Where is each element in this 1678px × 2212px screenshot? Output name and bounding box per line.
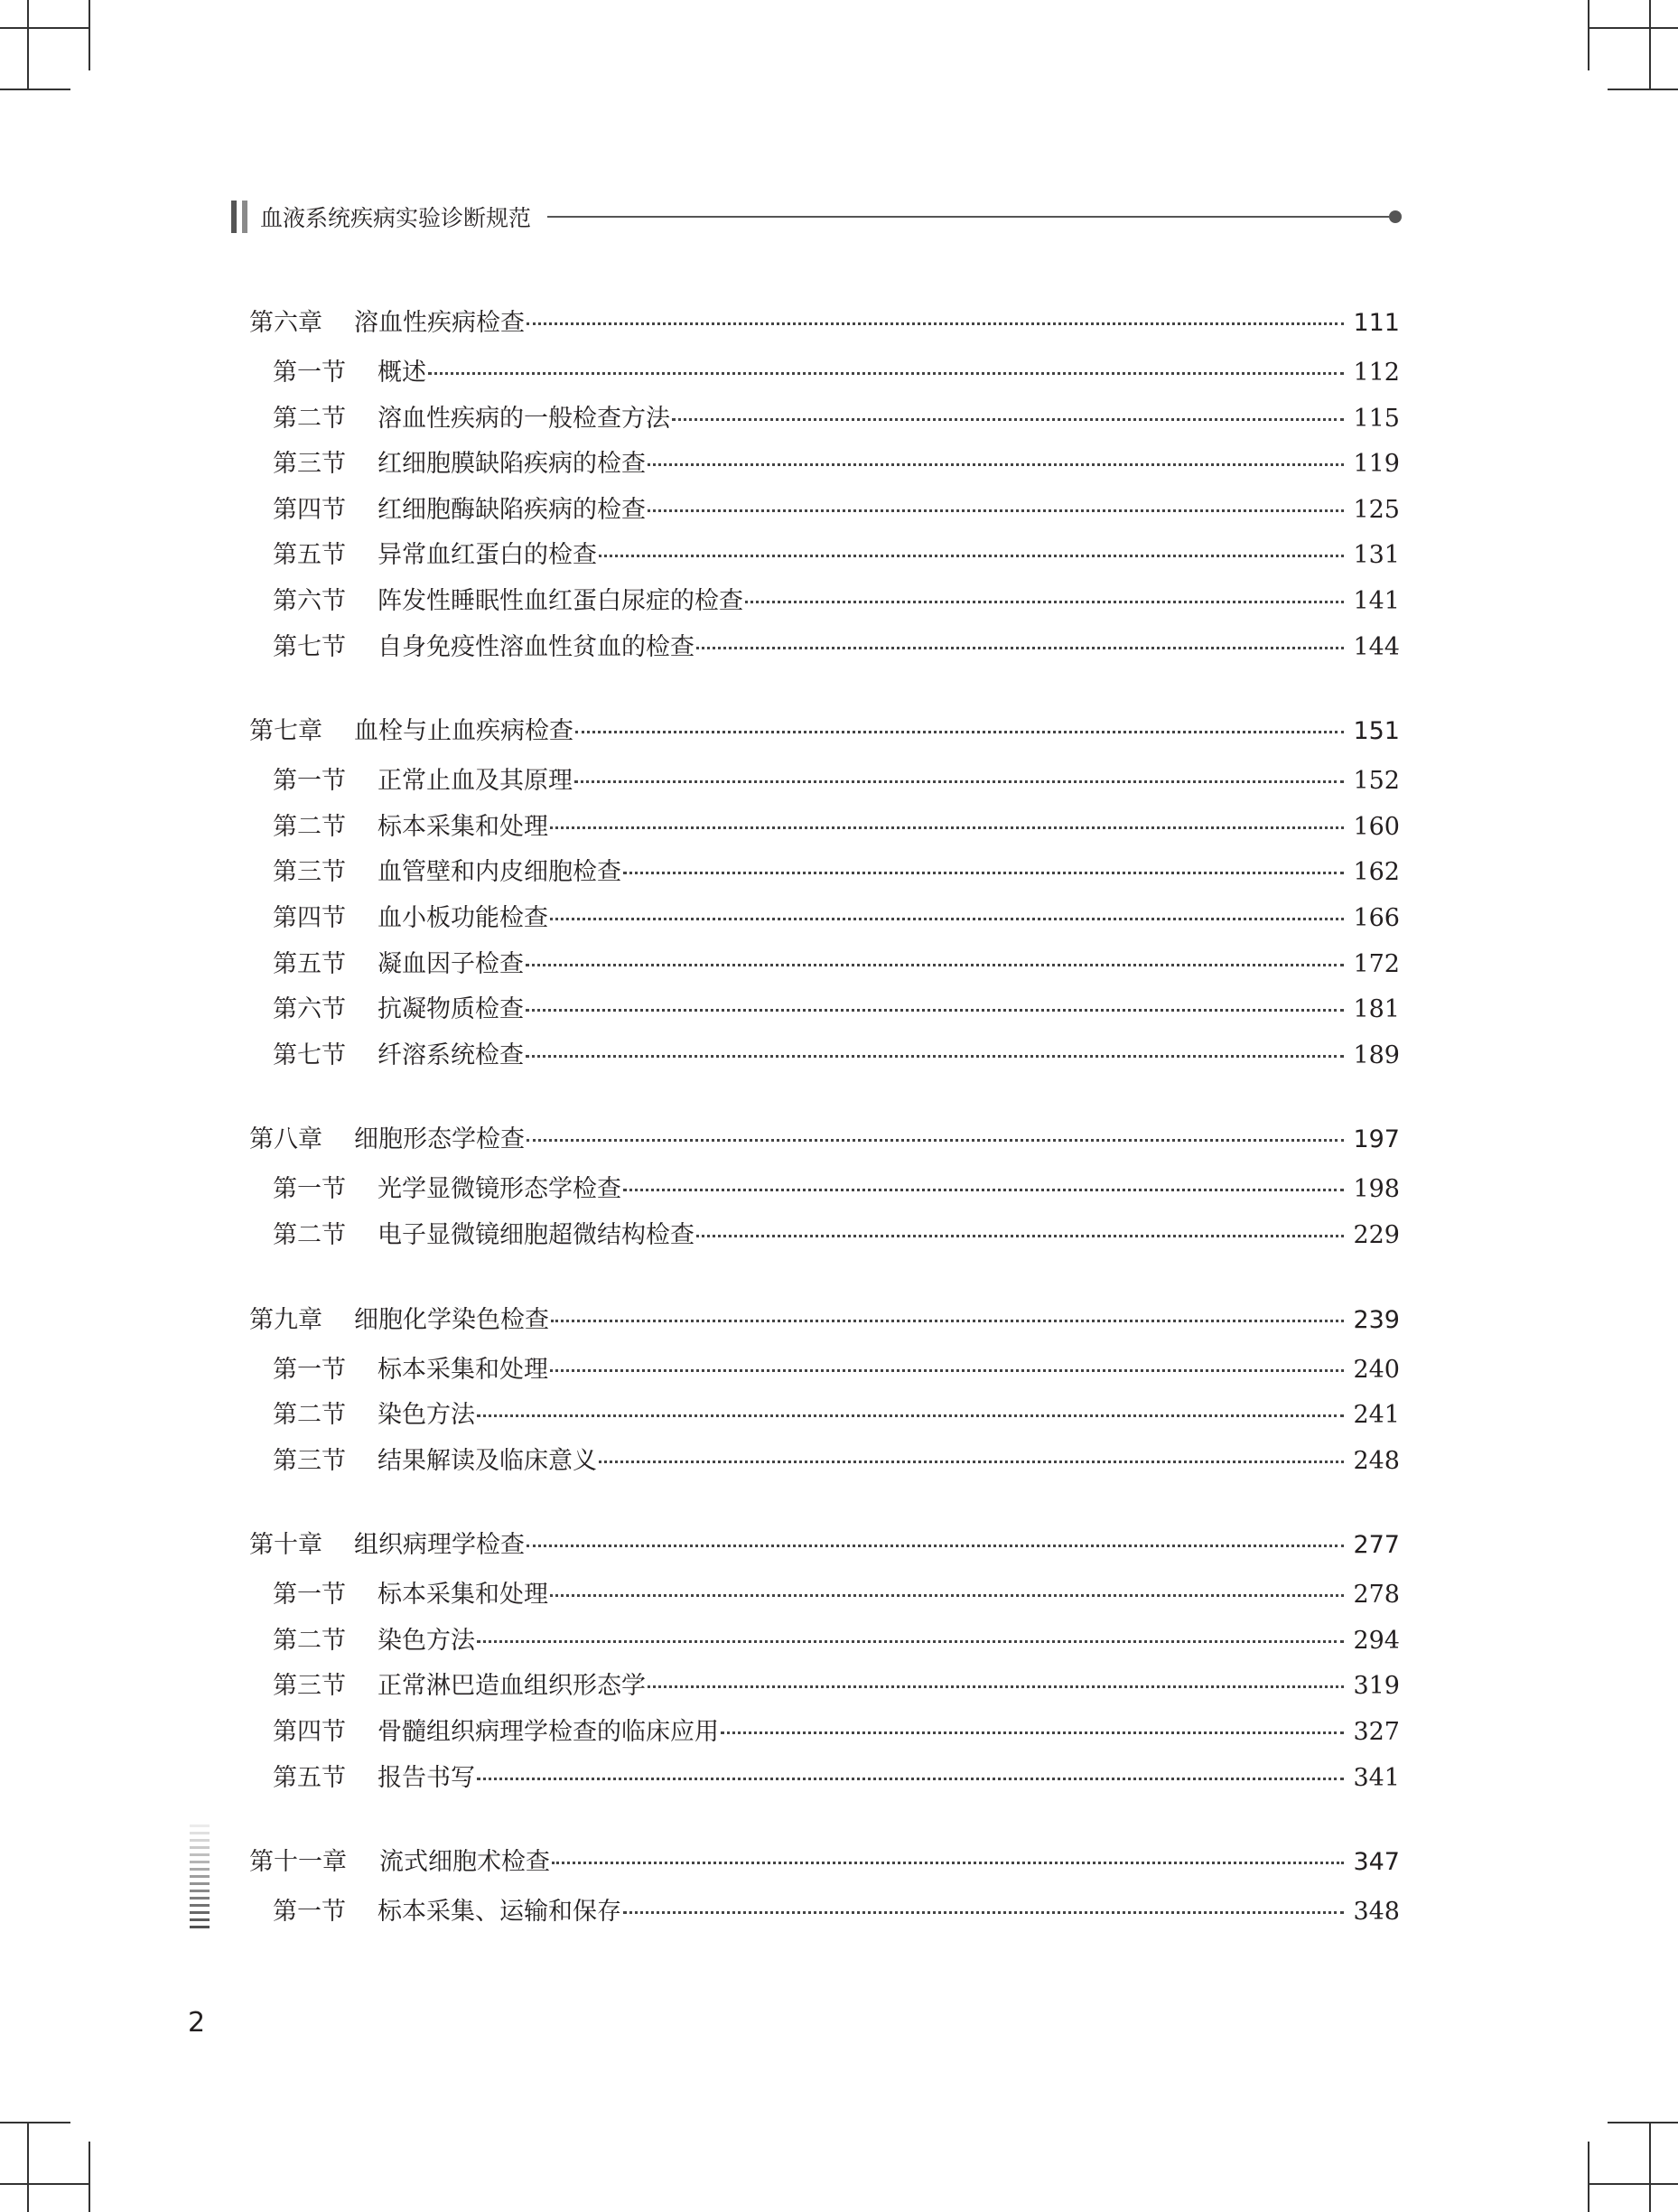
section-page-number: 166 bbox=[1353, 903, 1400, 932]
section-title: 异常血红蛋白的检查 bbox=[378, 541, 597, 570]
chapter-label: 第七章 bbox=[249, 717, 322, 746]
section-label: 第三节 bbox=[273, 858, 346, 887]
toc-section-row[interactable] bbox=[249, 1619, 1400, 1665]
section-page-number: 189 bbox=[1353, 1041, 1400, 1069]
section-page-number: 160 bbox=[1353, 812, 1400, 841]
page-number: 2 bbox=[188, 2007, 206, 2039]
ladder-bar bbox=[190, 1875, 210, 1878]
section-title: 报告书写 bbox=[378, 1763, 475, 1792]
section-label: 第二节 bbox=[273, 1626, 346, 1655]
section-label: 第一节 bbox=[273, 359, 346, 387]
section-page-number: 248 bbox=[1353, 1446, 1400, 1475]
ladder-bar bbox=[190, 1832, 210, 1834]
section-label: 第四节 bbox=[273, 903, 346, 932]
section-title: 染色方法 bbox=[378, 1401, 475, 1430]
dot-leader bbox=[550, 1594, 1344, 1597]
section-page-number: 294 bbox=[1353, 1626, 1400, 1655]
toc-section-row[interactable] bbox=[249, 533, 1400, 579]
section-page-number: 348 bbox=[1353, 1898, 1400, 1927]
section-page-number: 162 bbox=[1353, 858, 1400, 887]
section-page-number: 278 bbox=[1353, 1581, 1400, 1610]
toc-chapter bbox=[249, 298, 1400, 670]
dot-leader bbox=[550, 826, 1344, 829]
section-label: 第二节 bbox=[273, 404, 346, 433]
section-label: 第七节 bbox=[273, 1041, 346, 1069]
chapter-title: 溶血性疾病检查 bbox=[354, 309, 525, 337]
toc-section-row[interactable] bbox=[249, 625, 1400, 671]
toc-section-row[interactable] bbox=[249, 1348, 1400, 1394]
section-page-number: 240 bbox=[1353, 1355, 1400, 1384]
section-title: 抗凝物质检查 bbox=[378, 995, 524, 1024]
dot-leader bbox=[648, 463, 1344, 466]
ladder-bar bbox=[190, 1882, 210, 1885]
table-of-contents bbox=[249, 298, 1400, 1972]
toc-chapter-row[interactable] bbox=[249, 1295, 1400, 1346]
section-label: 第五节 bbox=[273, 541, 346, 570]
toc-section-row[interactable] bbox=[249, 1393, 1400, 1439]
section-page-number: 141 bbox=[1353, 586, 1400, 615]
ladder-bar bbox=[190, 1904, 210, 1907]
section-title: 光学显微镜形态学检查 bbox=[378, 1175, 621, 1204]
toc-section-row[interactable] bbox=[249, 805, 1400, 851]
chapter-title: 细胞化学染色检查 bbox=[354, 1305, 549, 1334]
section-page-number: 112 bbox=[1353, 359, 1400, 387]
section-page-number: 229 bbox=[1353, 1220, 1400, 1249]
dot-leader bbox=[550, 918, 1344, 920]
section-title: 标本采集和处理 bbox=[378, 812, 548, 841]
dot-leader bbox=[527, 1545, 1344, 1547]
toc-section-row[interactable] bbox=[249, 397, 1400, 443]
ladder-bar bbox=[190, 1846, 210, 1849]
section-page-number: 181 bbox=[1353, 995, 1400, 1024]
section-title: 正常止血及其原理 bbox=[378, 767, 573, 796]
dot-leader bbox=[552, 1862, 1344, 1864]
dot-leader bbox=[526, 964, 1344, 966]
dot-leader bbox=[672, 418, 1344, 421]
dot-leader bbox=[477, 1778, 1344, 1780]
section-title: 血小板功能检查 bbox=[378, 903, 548, 932]
section-title: 标本采集和处理 bbox=[378, 1581, 548, 1610]
section-label: 第三节 bbox=[273, 450, 346, 479]
section-page-number: 115 bbox=[1353, 404, 1400, 433]
section-title: 概述 bbox=[378, 359, 426, 387]
section-label: 第二节 bbox=[273, 1401, 346, 1430]
section-label: 第一节 bbox=[273, 1581, 346, 1610]
section-title: 红细胞膜缺陷疾病的检查 bbox=[378, 450, 646, 479]
chapter-title: 流式细胞术检查 bbox=[379, 1848, 550, 1877]
section-label: 第六节 bbox=[273, 586, 346, 615]
toc-section-row[interactable] bbox=[249, 1167, 1400, 1213]
chapter-title: 细胞形态学检查 bbox=[354, 1125, 525, 1154]
section-title: 标本采集和处理 bbox=[378, 1355, 548, 1384]
dot-leader bbox=[745, 601, 1344, 603]
ladder-bar bbox=[190, 1839, 210, 1842]
ladder-bar bbox=[190, 1861, 210, 1863]
dot-leader bbox=[721, 1731, 1344, 1734]
section-title: 骨髓组织病理学检查的临床应用 bbox=[378, 1718, 719, 1747]
section-page-number: 241 bbox=[1353, 1401, 1400, 1430]
section-page-number: 125 bbox=[1353, 495, 1400, 524]
toc-chapter bbox=[249, 1295, 1400, 1485]
toc-chapter bbox=[249, 1520, 1400, 1801]
chapter-page-number: 151 bbox=[1353, 717, 1400, 746]
toc-section-row[interactable] bbox=[249, 850, 1400, 896]
chapter-label: 第十章 bbox=[249, 1531, 322, 1560]
chapter-page-number: 277 bbox=[1353, 1531, 1400, 1560]
chapter-page-number: 111 bbox=[1353, 309, 1400, 337]
section-label: 第一节 bbox=[273, 1175, 346, 1204]
section-page-number: 327 bbox=[1353, 1718, 1400, 1747]
toc-section-row[interactable] bbox=[249, 759, 1400, 805]
header-bars-ornament bbox=[231, 201, 247, 233]
section-label: 第二节 bbox=[273, 1220, 346, 1249]
section-title: 血管壁和内皮细胞检查 bbox=[378, 858, 621, 887]
section-title: 电子显微镜细胞超微结构检查 bbox=[378, 1220, 695, 1249]
section-label: 第六节 bbox=[273, 995, 346, 1024]
section-label: 第七节 bbox=[273, 632, 346, 661]
toc-chapter-row[interactable] bbox=[249, 1837, 1400, 1888]
toc-section-row[interactable] bbox=[249, 350, 1400, 397]
section-title: 自身免疫性溶血性贫血的检查 bbox=[378, 632, 695, 661]
dot-leader bbox=[527, 322, 1344, 325]
section-label: 第五节 bbox=[273, 1763, 346, 1792]
ladder-bar bbox=[190, 1868, 210, 1871]
section-label: 第二节 bbox=[273, 812, 346, 841]
section-label: 第五节 bbox=[273, 949, 346, 978]
toc-section-row[interactable] bbox=[249, 488, 1400, 534]
section-label: 第三节 bbox=[273, 1672, 346, 1701]
section-label: 第一节 bbox=[273, 1898, 346, 1927]
chapter-label: 第八章 bbox=[249, 1125, 322, 1154]
toc-section-row[interactable] bbox=[249, 579, 1400, 625]
section-page-number: 131 bbox=[1353, 541, 1400, 570]
toc-section-row[interactable] bbox=[249, 942, 1400, 988]
section-title: 正常淋巴造血组织形态学 bbox=[378, 1672, 646, 1701]
section-title: 标本采集、运输和保存 bbox=[378, 1898, 621, 1927]
toc-chapter-row[interactable] bbox=[249, 298, 1400, 349]
side-ladder-ornament bbox=[190, 1825, 210, 1933]
toc-section-row[interactable] bbox=[249, 1573, 1400, 1619]
toc-chapter bbox=[249, 706, 1400, 1078]
section-title: 纤溶系统检查 bbox=[378, 1041, 524, 1069]
dot-leader bbox=[526, 1055, 1344, 1058]
section-page-number: 152 bbox=[1353, 767, 1400, 796]
toc-section-row[interactable] bbox=[249, 1439, 1400, 1485]
toc-chapter-row[interactable] bbox=[249, 1115, 1400, 1165]
toc-section-row[interactable] bbox=[249, 1890, 1400, 1936]
dot-leader bbox=[599, 1461, 1344, 1463]
section-title: 阵发性睡眠性血红蛋白尿症的检查 bbox=[378, 586, 743, 615]
chapter-title: 组织病理学检查 bbox=[354, 1531, 525, 1560]
chapter-page-number: 347 bbox=[1353, 1848, 1400, 1877]
section-title: 染色方法 bbox=[378, 1626, 475, 1655]
section-label: 第四节 bbox=[273, 495, 346, 524]
section-page-number: 198 bbox=[1353, 1175, 1400, 1204]
toc-section-row[interactable] bbox=[249, 442, 1400, 488]
toc-chapter bbox=[249, 1115, 1400, 1258]
ladder-bar bbox=[190, 1926, 210, 1928]
dot-leader bbox=[599, 555, 1344, 557]
chapter-page-number: 239 bbox=[1353, 1305, 1400, 1334]
book-title: 血液系统疾病实验诊断规范 bbox=[260, 205, 532, 231]
dot-leader bbox=[551, 1320, 1344, 1322]
section-page-number: 319 bbox=[1353, 1672, 1400, 1701]
toc-section-row[interactable] bbox=[249, 987, 1400, 1033]
dot-leader bbox=[623, 872, 1344, 874]
section-label: 第一节 bbox=[273, 767, 346, 796]
section-title: 凝血因子检查 bbox=[378, 949, 524, 978]
dot-leader bbox=[648, 1685, 1344, 1688]
toc-section-row[interactable] bbox=[249, 1033, 1400, 1079]
section-page-number: 341 bbox=[1353, 1763, 1400, 1792]
dot-leader bbox=[477, 1640, 1344, 1643]
ladder-bar bbox=[190, 1853, 210, 1856]
chapter-label: 第十一章 bbox=[249, 1848, 347, 1877]
toc-section-row[interactable] bbox=[249, 896, 1400, 942]
section-title: 结果解读及临床意义 bbox=[378, 1446, 597, 1475]
toc-chapter-row[interactable] bbox=[249, 1520, 1400, 1571]
running-header bbox=[231, 201, 1402, 233]
ladder-bar bbox=[190, 1918, 210, 1921]
ladder-bar bbox=[190, 1911, 210, 1914]
toc-section-row[interactable] bbox=[249, 1213, 1400, 1259]
section-page-number: 172 bbox=[1353, 949, 1400, 978]
toc-section-row[interactable] bbox=[249, 1710, 1400, 1756]
toc-section-row[interactable] bbox=[249, 1756, 1400, 1802]
section-label: 第三节 bbox=[273, 1446, 346, 1475]
ladder-bar bbox=[190, 1825, 210, 1827]
section-title: 溶血性疾病的一般检查方法 bbox=[378, 404, 670, 433]
dot-leader bbox=[550, 1369, 1344, 1372]
chapter-title: 血栓与止血疾病检查 bbox=[354, 717, 573, 746]
chapter-label: 第六章 bbox=[249, 309, 322, 337]
chapter-label: 第九章 bbox=[249, 1305, 322, 1334]
toc-chapter-row[interactable] bbox=[249, 706, 1400, 757]
dot-leader bbox=[623, 1911, 1344, 1914]
dot-leader bbox=[648, 509, 1344, 512]
toc-chapter bbox=[249, 1837, 1400, 1936]
section-label: 第四节 bbox=[273, 1718, 346, 1747]
dot-leader bbox=[527, 1139, 1344, 1142]
section-label: 第一节 bbox=[273, 1355, 346, 1384]
ladder-bar bbox=[190, 1890, 210, 1892]
dot-leader bbox=[477, 1414, 1344, 1417]
header-dot-ornament bbox=[1389, 210, 1402, 223]
dot-leader bbox=[526, 1009, 1344, 1012]
ladder-bar bbox=[190, 1897, 210, 1899]
dot-leader bbox=[623, 1189, 1344, 1191]
dot-leader bbox=[574, 780, 1344, 783]
dot-leader bbox=[696, 1235, 1344, 1237]
toc-section-row[interactable] bbox=[249, 1664, 1400, 1710]
header-rule bbox=[547, 216, 1389, 218]
section-page-number: 144 bbox=[1353, 632, 1400, 661]
dot-leader bbox=[575, 731, 1344, 733]
dot-leader bbox=[428, 372, 1344, 375]
section-title: 红细胞酶缺陷疾病的检查 bbox=[378, 495, 646, 524]
section-page-number: 119 bbox=[1353, 450, 1400, 479]
dot-leader bbox=[696, 647, 1344, 649]
chapter-page-number: 197 bbox=[1353, 1125, 1400, 1154]
